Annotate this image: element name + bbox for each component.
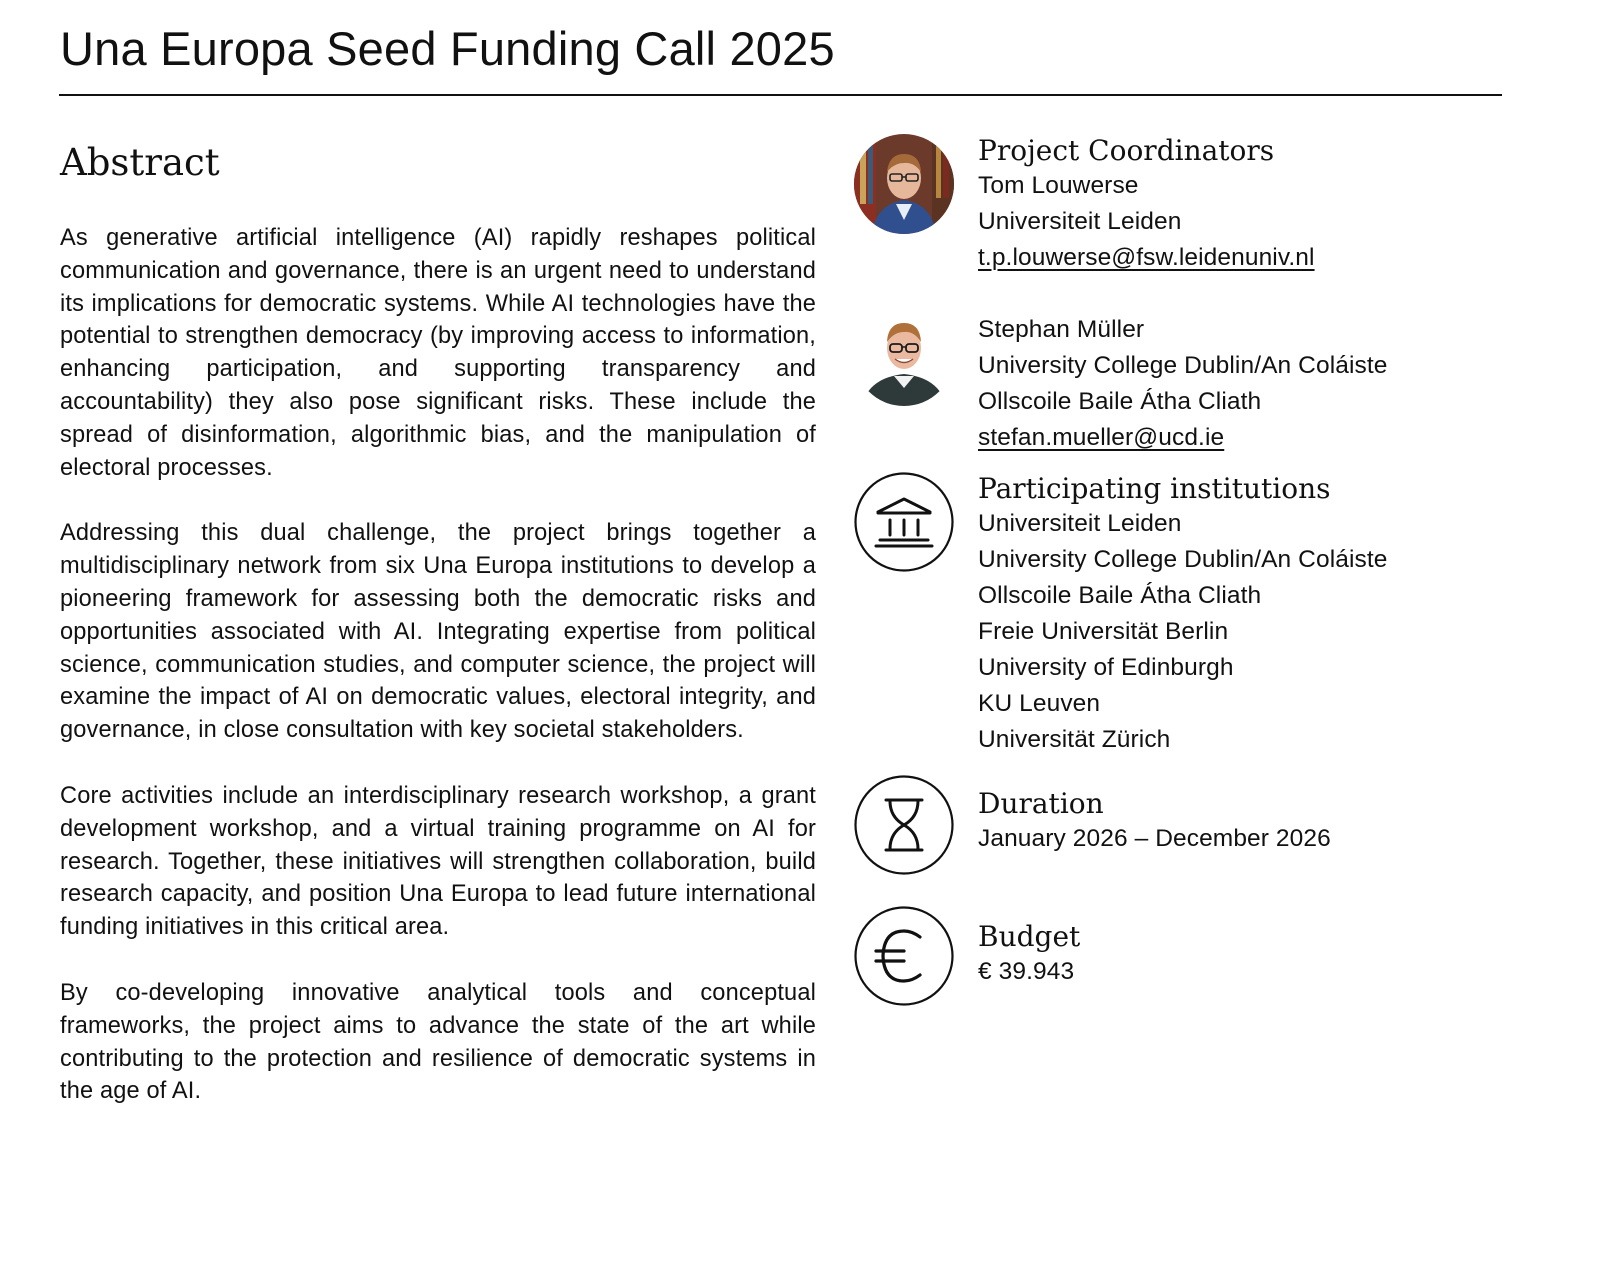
duration-value: January 2026 – December 2026	[978, 825, 1331, 852]
person-photo-icon	[854, 134, 954, 234]
institutions-list	[978, 506, 1558, 758]
coordinator-email-link[interactable]: t.p.louwerse@fsw.leidenuniv.nl	[978, 244, 1315, 271]
institution-item: University of Edinburgh	[978, 654, 1234, 681]
institutions-heading: Participating institutions	[978, 472, 1331, 505]
institution-building-icon	[854, 472, 954, 572]
abstract-paragraph: Addressing this dual challenge, the project brings together a multidisciplinary network from six Una Europa institutions to develop a pioneering framework for assessing both the democratic risks and opportunities associated with AI. Integrating expertise from political science, communication studies, and computer science, the project will examine the impact of AI on democratic values, electoral integrity, and governance, in close consultation with key societal stakeholders.	[60, 520, 816, 744]
budget-heading: Budget	[978, 920, 1081, 953]
coordinator-email-link[interactable]: stefan.mueller@ucd.ie	[978, 424, 1225, 451]
coordinators-heading: Project Coordinators	[978, 134, 1275, 167]
coordinator-affiliation: Universiteit Leiden	[978, 208, 1182, 235]
duration-details	[978, 787, 1558, 857]
institution-item: Ollscoile Baile Átha Cliath	[978, 582, 1262, 609]
budget-value: € 39.943	[978, 958, 1075, 985]
person-photo-icon	[854, 306, 954, 406]
coordinator-details	[978, 134, 1558, 276]
institution-item: University College Dublin/An Coláiste	[978, 546, 1388, 573]
euro-icon	[854, 906, 954, 1006]
abstract-heading: Abstract	[60, 141, 220, 184]
abstract-paragraph: By co-developing innovative analytical tools and conceptual frameworks, the project aims to advance the state of the art while contributing to the protection and resilience of democratic systems in the age of AI.	[60, 979, 816, 1105]
coordinator-affiliation: Ollscoile Baile Átha Cliath	[978, 388, 1262, 415]
coordinator-affiliation: University College Dublin/An Coláiste	[978, 352, 1388, 379]
institution-item: KU Leuven	[978, 690, 1101, 717]
abstract-section	[60, 140, 816, 1141]
coordinator-details	[978, 312, 1558, 456]
abstract-paragraph: As generative artificial intelligence (AI) rapidly reshapes political communication and governance, there is an urgent need to understand its implications for democratic systems. While AI technologies have the potential to strengthen democracy (by improving access to information, enhancing participation, and supporting transparency and accountability) they also pose significant risks. These include the spread of disinformation, algorithmic bias, and the manipulation of electoral processes.	[60, 225, 816, 481]
hourglass-icon	[854, 775, 954, 875]
title-divider	[59, 94, 1502, 96]
institution-item: Universität Zürich	[978, 726, 1171, 753]
abstract-paragraph: Core activities include an interdisciplinary research workshop, a grant development workshop, and a virtual training programme on AI for research. Together, these initiatives will strengthen collaboration, build research capacity, and position Una Europa to lead future international funding initiatives in this critical area.	[60, 782, 816, 941]
abstract-body	[60, 222, 816, 1108]
institution-item: Freie Universität Berlin	[978, 618, 1229, 645]
coordinator-name: Tom Louwerse	[978, 172, 1139, 199]
institution-item: Universiteit Leiden	[978, 510, 1182, 537]
institutions-details	[978, 472, 1558, 758]
duration-heading: Duration	[978, 787, 1104, 820]
coordinator-name: Stephan Müller	[978, 316, 1145, 343]
page-title: Una Europa Seed Funding Call 2025	[60, 22, 835, 75]
budget-details	[978, 920, 1558, 990]
